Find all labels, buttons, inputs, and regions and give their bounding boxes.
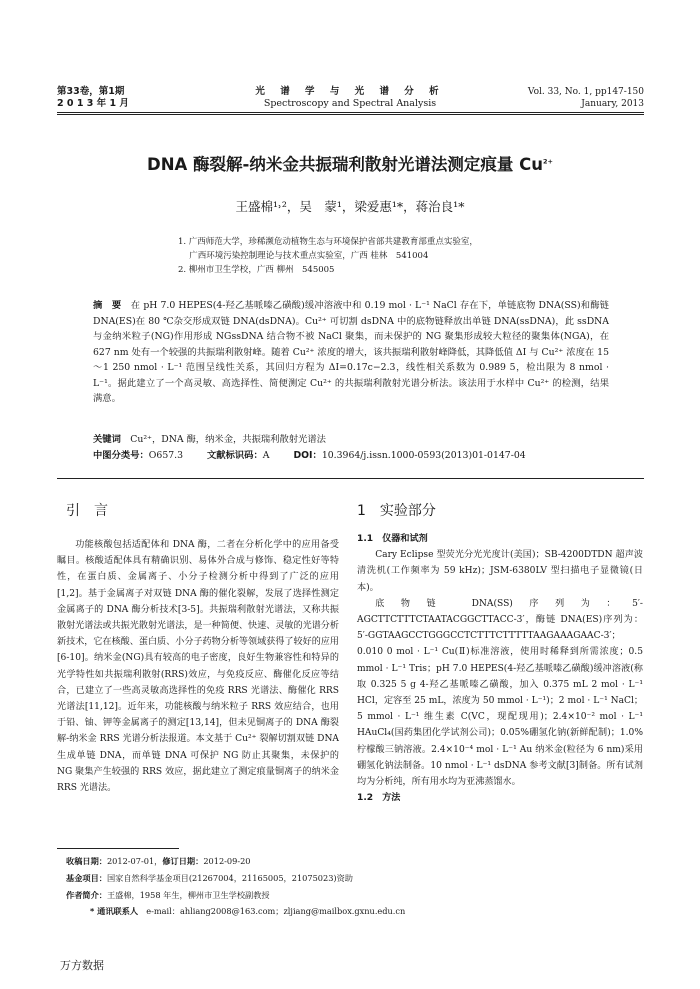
left-column <box>57 537 339 796</box>
received-label: 收稿日期： <box>66 856 107 866</box>
dates-line <box>66 853 405 870</box>
author-list: 王盛棉¹˒²，吴 蒙¹，梁爱惠¹*，蒋治良¹* <box>235 199 465 214</box>
journal-pages-info <box>528 86 644 110</box>
abstract-text: 在 pH 7.0 HEPES(4-羟乙基哌嗪乙磺酸)缓冲溶液中和 0.19 mol · L⁻¹ NaCl 存在下，单链底物 DNA(SS)和酶链 DNA(ES)在 80 ℃杂交形成双链 DNA(dsDNA)。Cu²⁺ 可切割 dsDNA 中的底物链释放出单链 DNA(ssDNA)，此 ssDNA 与金纳米粒子(NG)作用形成 NGssDNA 结合物不被 NaCl 聚集，而未保护的 NG 聚集形成较大粒径的聚集体(NGA)，在 627 nm 处有一个较强的共振瑞利散射峰。随着 Cu²⁺ 浓度的增大，该共振瑞利散射峰降低，其降低值 ΔI 与 Cu²⁺ 浓度在 15～1 250 nmol · L⁻¹ 范围呈线性关系，其回归方程为 ΔI=0.17c−2.3，线性相关系数为 0.989 5，检出限为 8 nmol · L⁻¹。据此建立了一个高灵敏、高选择性、简便测定 Cu²⁺ 的共振瑞利散射光谱分析法。该法用于水样中 Cu²⁺ 的检测，结果满意。 <box>93 300 609 404</box>
footnotes <box>66 853 405 920</box>
received-date: 2012-07-01， <box>106 856 163 866</box>
title-text: DNA 酶裂解-纳米金共振瑞利散射光谱法测定痕量 Cu <box>147 155 543 174</box>
abstract <box>93 298 609 407</box>
contact-label: * 通讯联系人 <box>90 906 139 917</box>
journal-name-cn: 光 谱 学 与 光 谱 分 析 <box>255 86 445 97</box>
right-column <box>357 531 643 806</box>
header-rule <box>57 112 644 113</box>
doi-label: DOI： <box>293 449 322 461</box>
keywords-block <box>93 432 609 463</box>
title-superscript: 2+ <box>542 157 553 166</box>
keywords-label: 关键词 <box>93 434 121 445</box>
doi-value: 10.3964/j.issn.1000-0593(2013)01-0147-04 <box>321 449 526 461</box>
bio-line <box>66 887 405 904</box>
header-rule-thin <box>57 114 644 115</box>
journal-volume-info <box>57 86 129 110</box>
contact-email: e-mail：ahliang2008@163.com；zljiang@mailbox.gxnu.edu.cn <box>146 906 406 917</box>
subsection-heading: 1.1 仪器和试剂 <box>357 534 428 544</box>
subsection-heading: 1.2 方法 <box>357 793 401 804</box>
paper-title <box>40 151 660 175</box>
doc-code-label: 文献标识码： <box>206 449 263 461</box>
footnote-rule <box>57 848 179 849</box>
clc-value: O657.3 <box>148 449 184 461</box>
bio-text: 王盛棉，1958 年生，柳州市卫生学校副教授 <box>106 889 270 900</box>
bio-label: 作者简介： <box>66 889 107 900</box>
issue-date: 2 0 1 3 年 1 月 <box>57 98 129 109</box>
fund-label: 基金项目： <box>66 872 107 883</box>
classification <box>93 448 609 464</box>
section-divider <box>57 478 644 479</box>
experimental-heading: 1 实验部分 <box>357 503 436 519</box>
affiliation-line: 1. 广西师范大学，珍稀濒危动植物生态与环境保护省部共建教育部重点实验室， <box>178 237 478 247</box>
abstract-label: 摘 要 <box>93 300 122 311</box>
affiliation-line: 2. 柳州市卫生学校，广西 柳州 545005 <box>178 264 335 275</box>
affiliation-line: 广西环境污染控制理论与技术重点实验室，广西 桂林 541004 <box>178 250 429 261</box>
revised-date: 2012-09-20 <box>203 856 251 866</box>
clc-label: 中图分类号： <box>93 449 149 461</box>
fund-text: 国家自然科学基金项目(21267004，21165005，21075023)资助 <box>106 872 353 883</box>
journal-name <box>230 86 470 110</box>
doc-code-value: A <box>262 449 270 461</box>
journal-name-en: Spectroscopy and Spectral Analysis <box>263 98 437 109</box>
instruments-paragraph: Cary Eclipse 型荧光分光光度计(美国)；SB-4200DTDN 超声波清洗机(工作频率为 59 kHz)；JSM-6380LV 型扫描电子显微镜(日本)。 <box>357 550 643 593</box>
month-year: January, 2013 <box>581 99 644 109</box>
reagents-paragraph: 底物链 DNA(SS)序列为：5′- AGCTTCTTTCTAATACGGCTTACC-3′，酶链 DNA(ES)序列为：5′-GGTAAGCCTGGGCCTCTTTCTTTTTAAGAAAGAAC-3′；0.010 0 mol · L⁻¹ Cu(Ⅱ)标准溶液，使用时稀释到所需浓度；0.5 mmol · L⁻¹ Tris；pH 7.0 HEPES(4-羟乙基哌嗪乙磺酸)缓冲溶液(称取 0.325 5 g 4-羟乙基哌嗪乙磺酸，加入 0.375 mL 2 mol · L⁻¹ HCl，定容至 25 mL，浓度为 50 mmol · L⁻¹)；2 mol · L⁻¹ NaCl；5 mmol · L⁻¹ 维生素 C(VC，现配现用)；2.4×10⁻² mol · L⁻¹ HAuCl₄(国药集团化学试剂公司)；0.05%硼氢化钠(新鲜配制)；1.0%柠檬酸三钠溶液。2.4×10⁻⁴ mol · L⁻¹ Au 纳米金(粒径为 6 nm)采用硼氢化钠法制备。10 nmol · L⁻¹ dsDNA 参考文献[3]制备。所有试剂均为分析纯，所有用水均为亚沸蒸馏水。 <box>357 598 643 788</box>
watermark: 万方数据 <box>60 959 104 972</box>
keywords <box>93 432 609 448</box>
revised-label: 修订日期： <box>162 856 204 866</box>
keywords-text: Cu²⁺，DNA 酶，纳米金，共振瑞利散射光谱法 <box>130 434 326 445</box>
contact-line <box>66 903 405 920</box>
affiliations <box>178 236 478 277</box>
fund-line <box>66 870 405 887</box>
intro-heading: 引 言 <box>66 503 108 519</box>
vol-pages: Vol. 33, No. 1, pp147-150 <box>527 87 644 97</box>
intro-paragraph: 功能核酸包括适配体和 DNA 酶，二者在分析化学中的应用备受瞩目。核酸适配体具有精确识别、易体外合成与修饰、稳定性好等特性，在蛋白质、金属离子、小分子检测分析中得到了广泛的应用[1,2]。基于金属离子对双链 DNA 酶的催化裂解，发展了选择性测定金属离子的 DNA 酶分析技术[3-5]。共振瑞利散射光谱法，又称共振散射光谱法或共振光散射光谱法，是一种简便、快速、灵敏的光谱分析新技术，它在核酸、蛋白质、小分子药物分析等领域获得了较好的应用[6-10]。纳米金(NG)具有较高的电子密度，良好生物兼容性和特异的光学特性如共振瑞利散射(RRS)效应，与免疫反应、酶催化反应等结合，已建立了一些高灵敏高选择性的免疫 RRS 光谱法、酶催化 RRS 光谱法[11,12]。近年来，功能核酸与纳米粒子 RRS 效应结合，也用于铅、铀、钾等金属离子的测定[13,14]，但未见铜离子的 DNA 酶裂解-纳米金 RRS 光谱分析法报道。本文基于 Cu²⁺ 裂解切割双链 DNA 生成单链 DNA，而单链 DNA 可保护 NG 防止其聚集，未保护的 NG 聚集产生较强的 RRS 效应，据此建立了测定痕量铜离子的纳米金 RRS 光谱法。 <box>57 540 339 794</box>
volume-issue: 第33卷，第1期 <box>57 86 125 97</box>
